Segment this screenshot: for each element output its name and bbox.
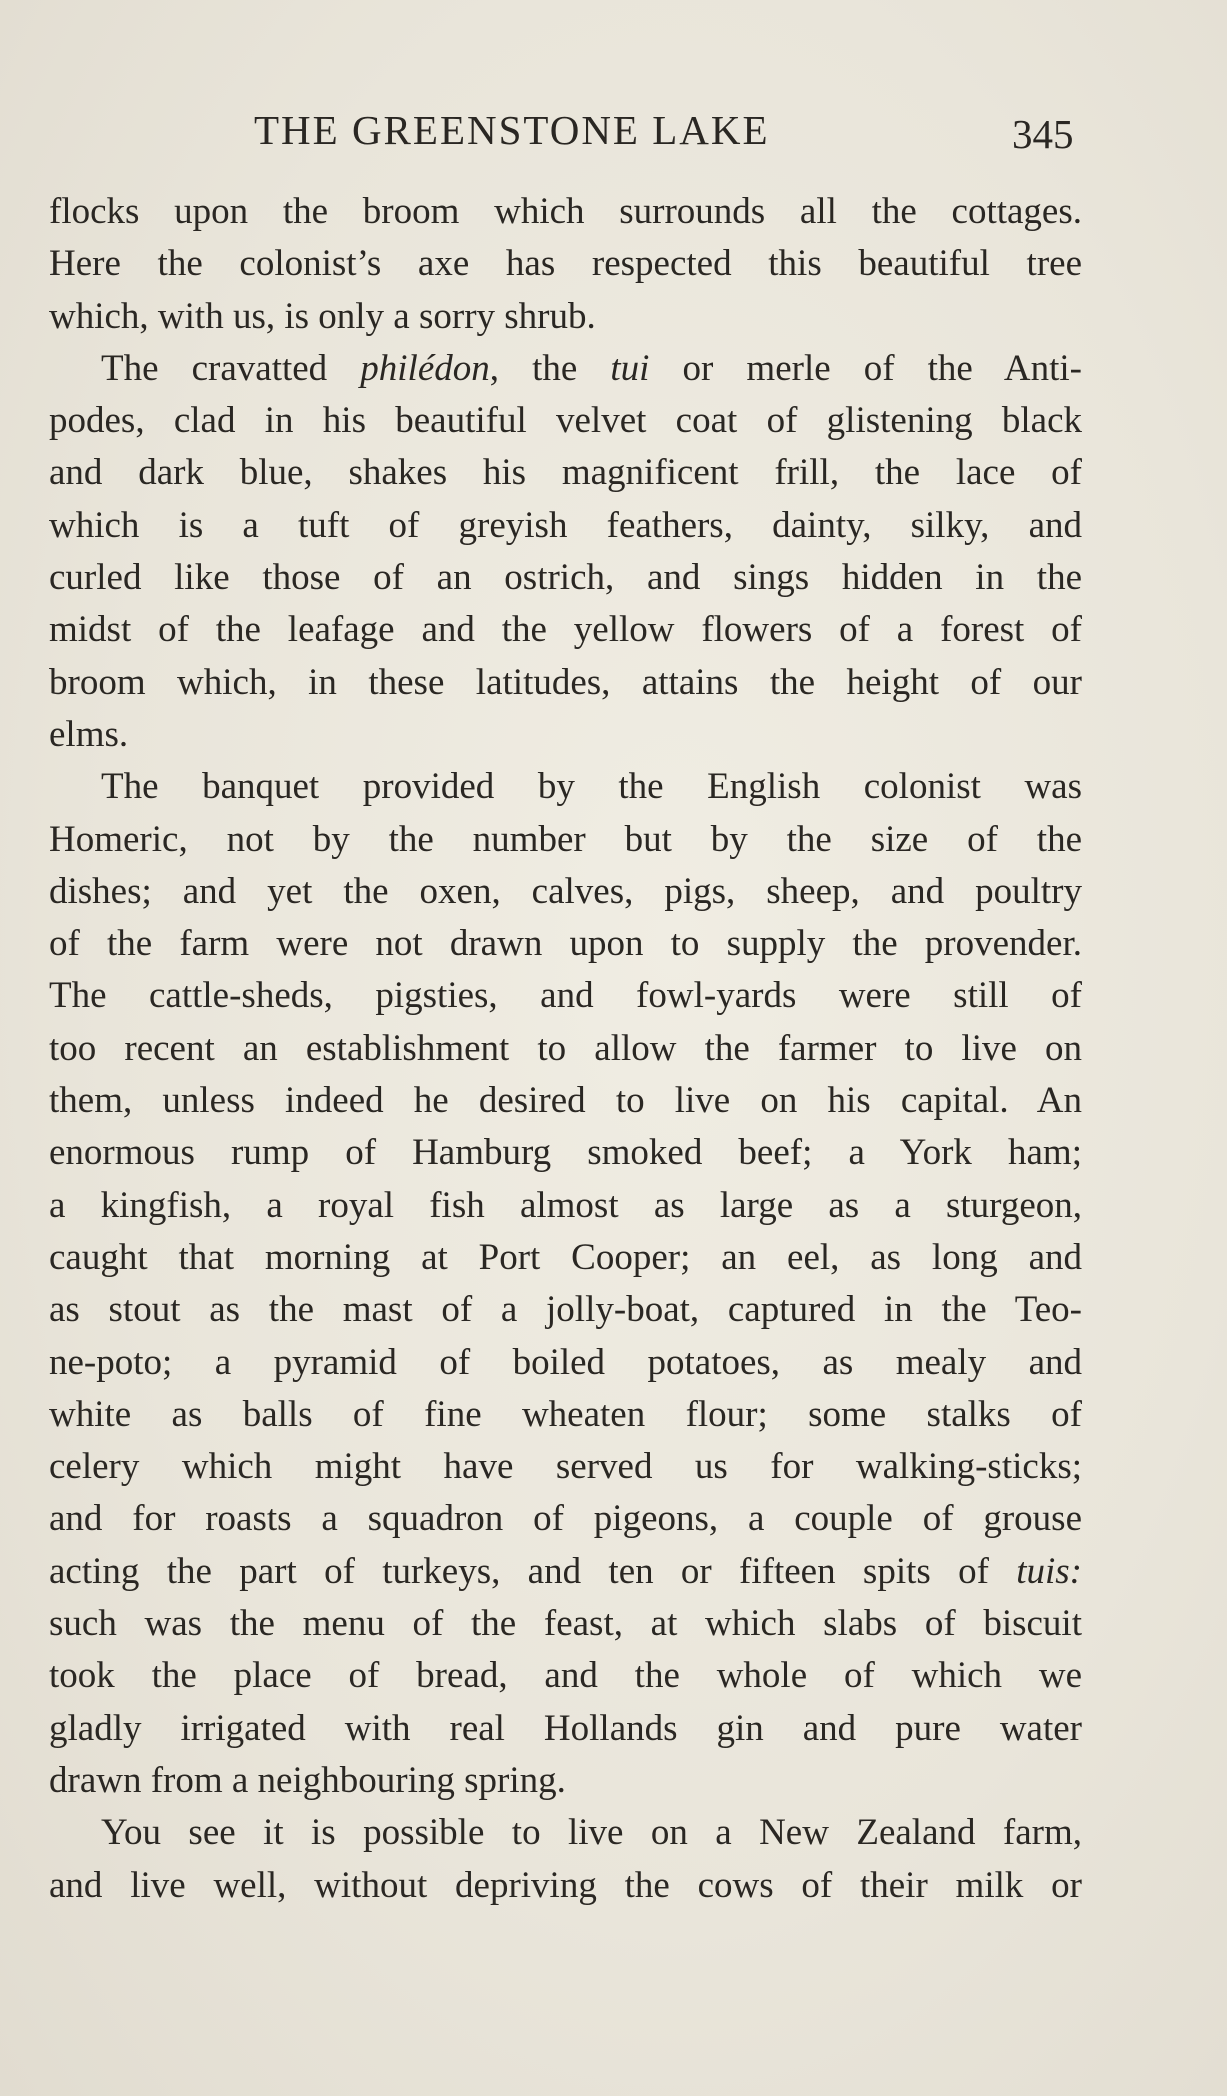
text-line: ne-poto; a pyramid of boiled potatoes, as mealy and xyxy=(49,1341,1082,1383)
text-run: or merle of the Anti- xyxy=(649,347,1082,389)
text-line: and for roasts a squadron of pigeons, a couple of grouse xyxy=(49,1498,1082,1540)
italic-word: tuis: xyxy=(1016,1550,1082,1592)
body-text xyxy=(49,186,1082,1912)
text-line: You see it is possible to live on a New Zealand farm, xyxy=(101,1812,1082,1854)
text-line: gladly irrigated with real Hollands gin and pure water xyxy=(49,1707,1082,1749)
text-line: The cattle-sheds, pigsties, and fowl-yards were still of xyxy=(49,975,1082,1017)
text-line: of the farm were not drawn upon to supply the provender. xyxy=(49,923,1082,965)
text-line: which, with us, is only a sorry shrub. xyxy=(49,295,596,337)
text-line: and live well, without depriving the cows of their milk or xyxy=(49,1864,1082,1906)
running-head xyxy=(0,100,1227,160)
text-line: enormous rump of Hamburg smoked beef; a York ham; xyxy=(49,1132,1082,1174)
text-line: too recent an establishment to allow the farmer to live on xyxy=(49,1027,1082,1069)
text-line: which is a tuft of greyish feathers, dainty, silky, and xyxy=(49,504,1082,546)
page-number: 345 xyxy=(1012,111,1074,157)
text-line: midst of the leafage and the yellow flowers of a forest of xyxy=(49,609,1082,651)
text-line xyxy=(49,1546,1082,1598)
text-line: such was the menu of the feast, at which slabs of biscuit xyxy=(49,1603,1082,1645)
text-line: caught that morning at Port Cooper; an eel, as long and xyxy=(49,1236,1082,1278)
text-line: and dark blue, shakes his magnificent frill, the lace of xyxy=(49,452,1082,494)
text-run: The cravatted xyxy=(101,347,361,389)
text-line: broom which, in these latitudes, attains the height of our xyxy=(49,661,1082,703)
text-line: them, unless indeed he desired to live on his capital. An xyxy=(49,1080,1082,1122)
text-line: The banquet provided by the English colonist was xyxy=(101,766,1082,808)
text-line: a kingfish, a royal fish almost as large as a sturgeon, xyxy=(49,1184,1082,1226)
text-line: Homeric, not by the number but by the size of the xyxy=(49,818,1082,860)
text-line: elms. xyxy=(49,713,129,755)
text-line: took the place of bread, and the whole of which we xyxy=(49,1655,1082,1697)
italic-word: philédon xyxy=(360,347,490,389)
running-title: THE GREENSTONE LAKE xyxy=(254,107,770,153)
text-line: white as balls of fine wheaten flour; some stalks of xyxy=(49,1393,1082,1435)
text-line: curled like those of an ostrich, and sings hidden in the xyxy=(49,557,1082,599)
text-line: flocks upon the broom which surrounds all the cottages. xyxy=(49,191,1082,232)
text-line xyxy=(49,343,1082,395)
text-line: celery which might have served us for walking-sticks; xyxy=(49,1446,1082,1488)
italic-word: tui xyxy=(610,347,650,389)
text-line: as stout as the mast of a jolly-boat, captured in the Teo- xyxy=(49,1289,1082,1331)
text-line: podes, clad in his beautiful velvet coat of glistening black xyxy=(49,400,1082,442)
text-line: dishes; and yet the oxen, calves, pigs, sheep, and poultry xyxy=(49,870,1082,912)
text-run: acting the part of turkeys, and ten or fifteen spits of xyxy=(49,1550,1017,1592)
text-line: Here the colonist’s axe has respected this beautiful tree xyxy=(49,243,1082,285)
text-line: drawn from a neighbouring spring. xyxy=(49,1759,566,1801)
text-run: , the xyxy=(489,347,611,389)
